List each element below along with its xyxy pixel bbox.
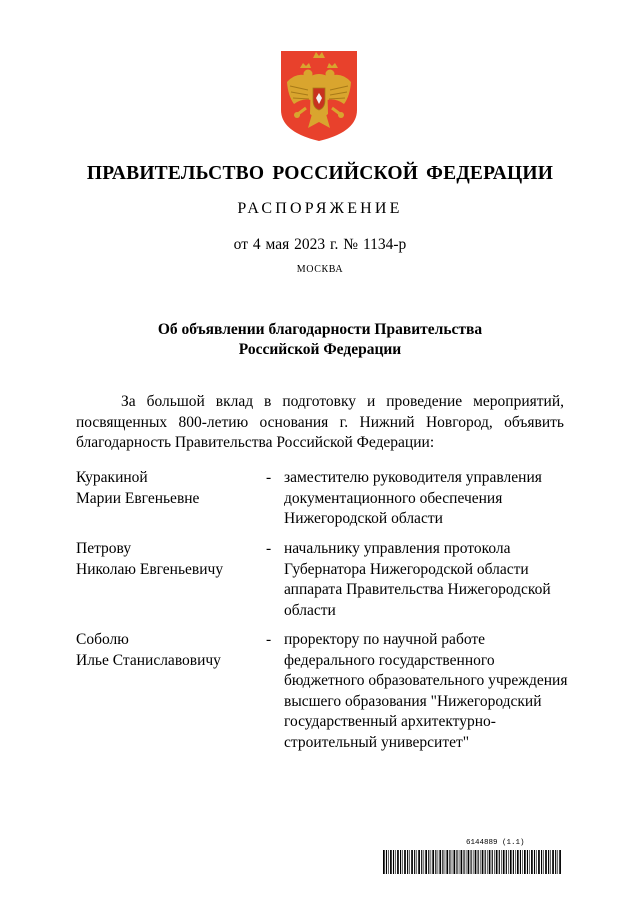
government-title: ПРАВИТЕЛЬСТВО РОССИЙСКОЙ ФЕДЕРАЦИИ (86, 163, 554, 184)
recipient-surname: Петрову (76, 540, 132, 557)
recipient-surname: Куракиной (76, 469, 148, 486)
recipient-dash: - (266, 540, 272, 557)
document-type: РАСПОРЯЖЕНИЕ (237, 200, 403, 217)
barcode-number: 6144889 (1.1) (466, 839, 525, 847)
document-heading (0, 320, 640, 360)
barcode-icon (383, 850, 563, 874)
heading-line-2: Российской Федерации (238, 341, 402, 358)
recipient-position: начальнику управления протокола Губернатора Нижегородской области аппарата Правительства Нижегородской области (284, 540, 551, 619)
recipient-dash: - (266, 631, 272, 648)
recipient-dash: - (266, 469, 272, 486)
recipient-given-name: Марии Евгеньевне (76, 489, 200, 507)
recipient-position: заместителю руководителя управления документационного обеспечения Нижегородской области (284, 469, 542, 527)
intro-paragraph: За большой вклад в подготовку и проведение мероприятий, посвященных 800-летию основания г. Нижний Новгород, объявить благодарность Правительства Российской Федерации: (76, 393, 564, 451)
recipient-name (76, 468, 256, 509)
recipient-given-name: Николаю Евгеньевичу (76, 560, 224, 578)
recipient-position: проректору по научной работе федерального государственного бюджетного образовательного учреждения высшего образования "Нижегородский государственный архитектурно-строительный университет" (284, 631, 568, 751)
heading-line-1: Об объявлении благодарности Правительства (157, 321, 483, 338)
document-city: МОСКВА (296, 264, 344, 275)
recipient-surname: Соболю (76, 631, 129, 648)
recipient-name (76, 630, 256, 671)
recipient-name (76, 539, 256, 580)
document-date-number: от 4 мая 2023 г. № 1134-р (233, 236, 407, 253)
coat-of-arms-icon (278, 48, 360, 144)
recipient-given-name: Илье Станиславовичу (76, 651, 221, 669)
